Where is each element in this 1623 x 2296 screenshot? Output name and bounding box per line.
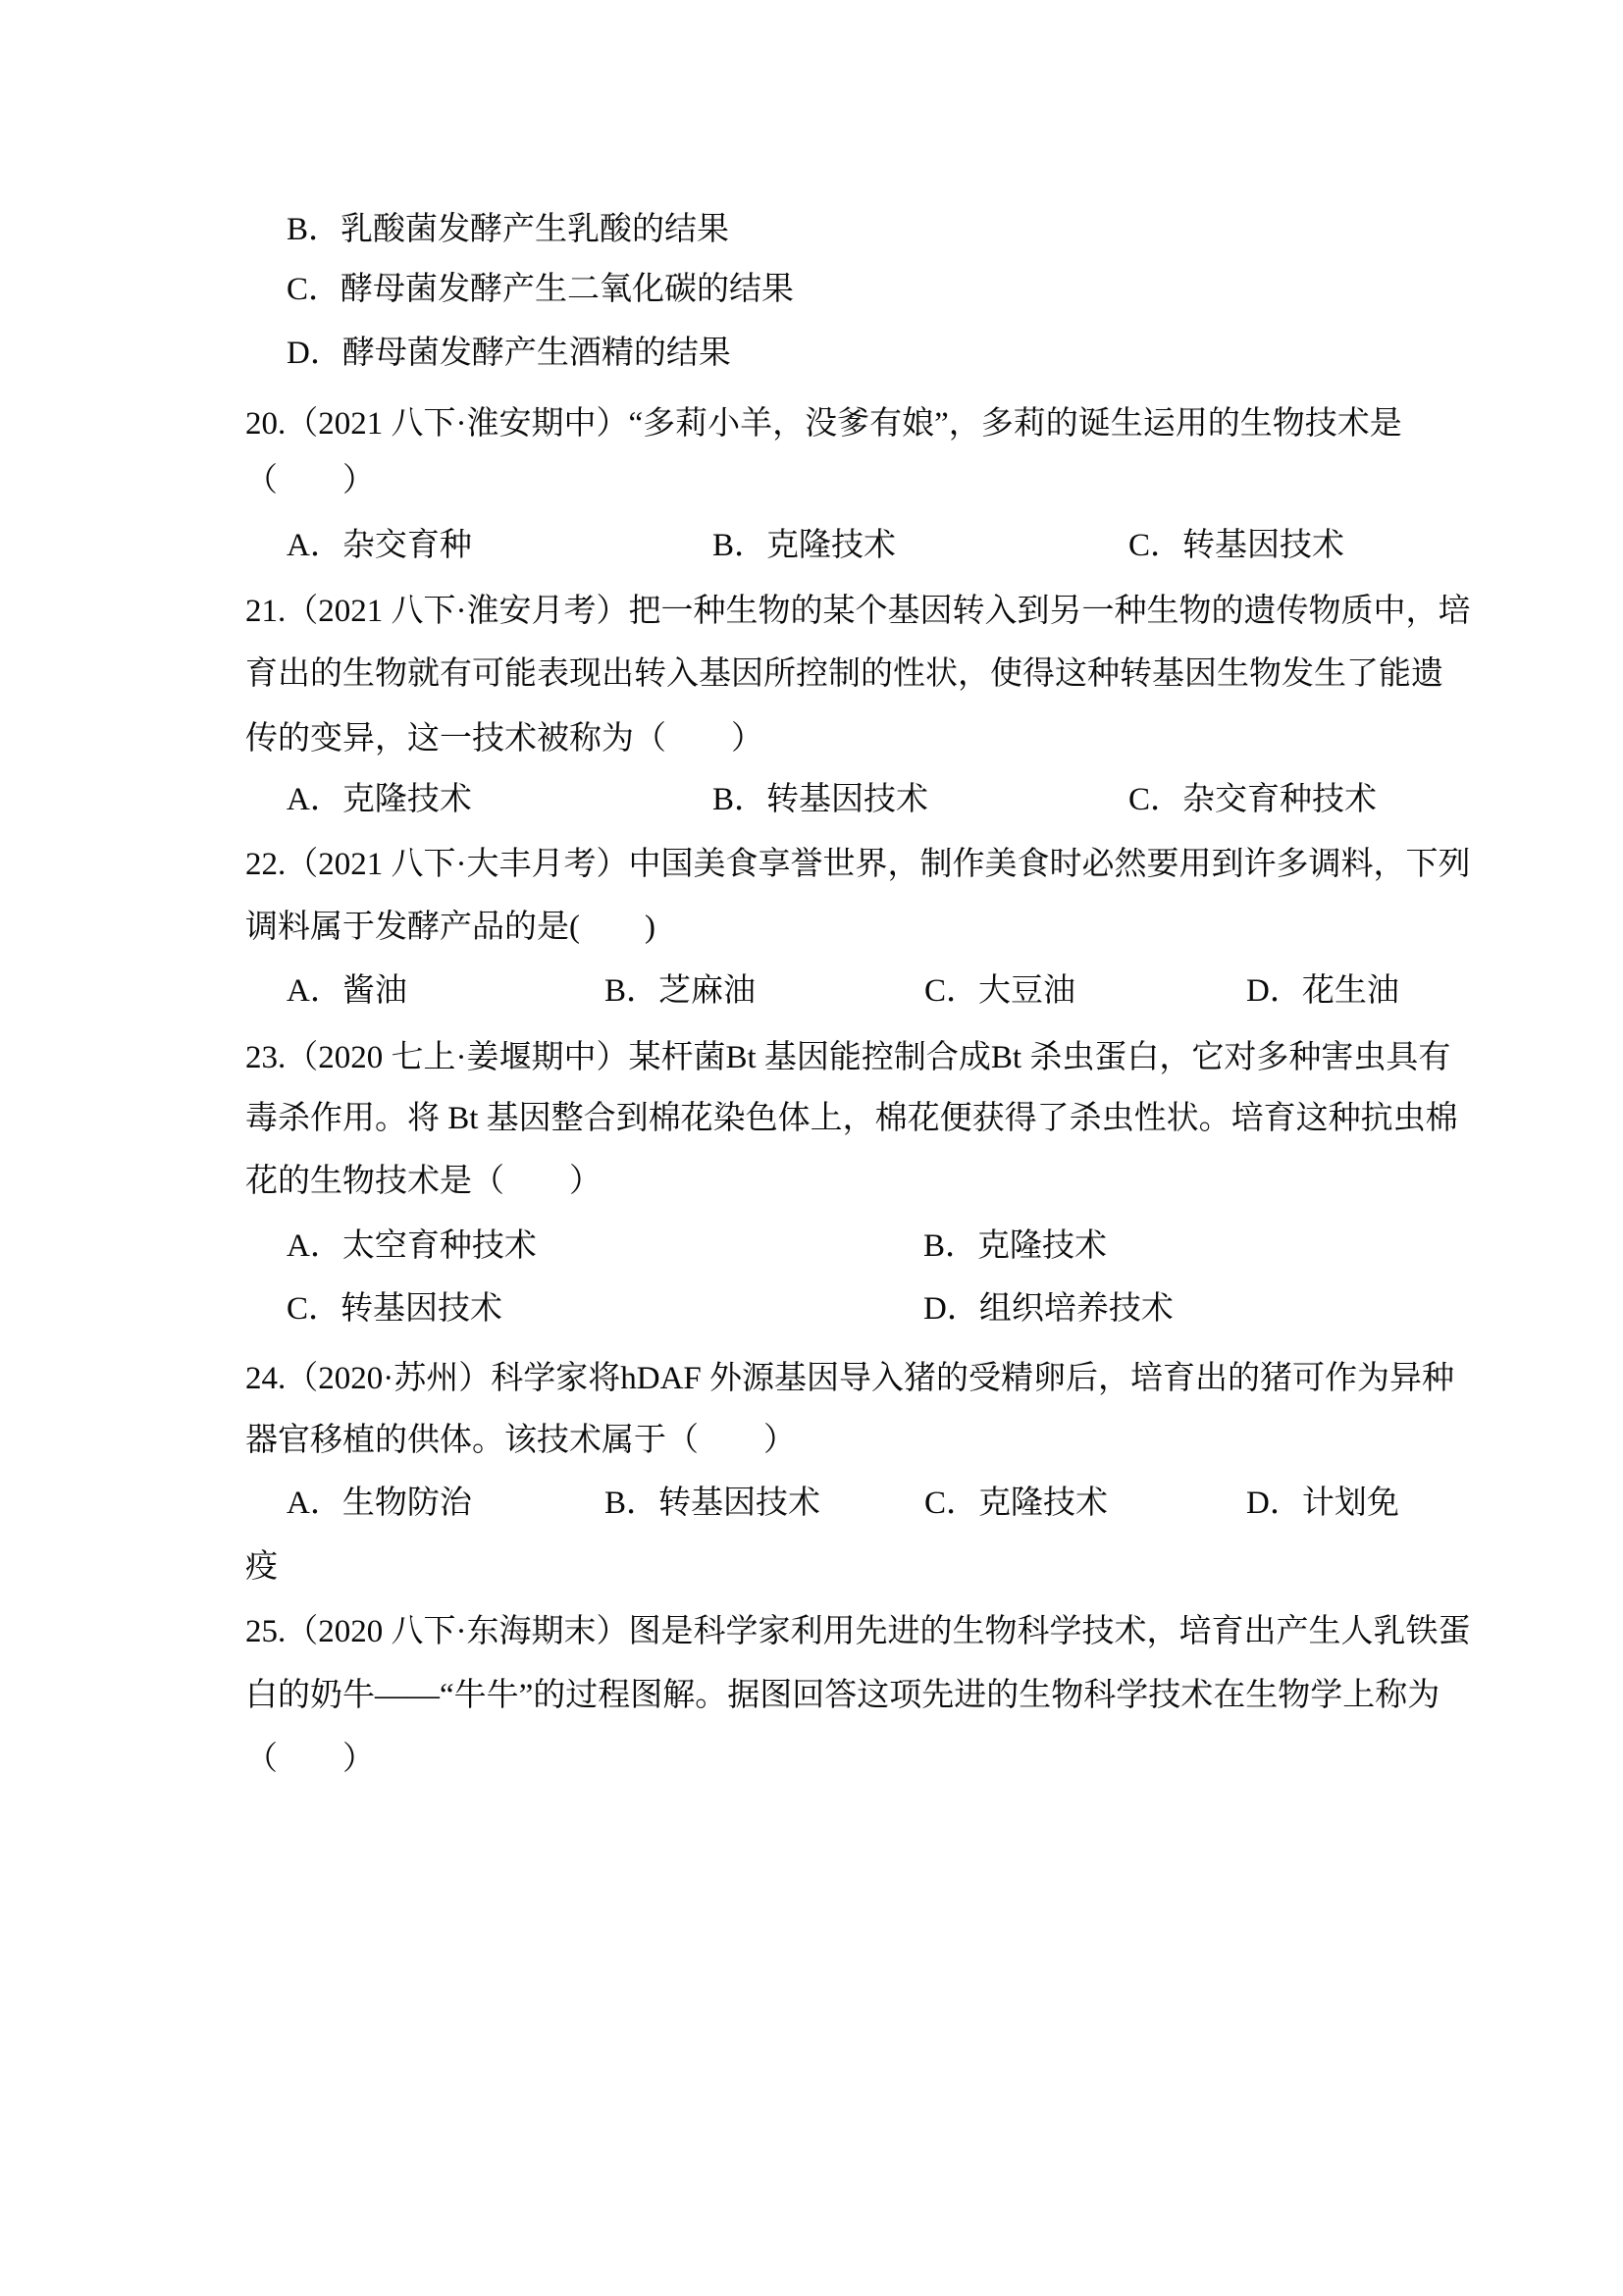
question-23-option-b: B．克隆技术 (923, 1228, 1108, 1264)
question-20-option-a: A．杂交育种 (287, 528, 472, 563)
question-23-stem-line-2: 毒杀作用。将 Bt 基因整合到棉花染色体上，棉花便获得了杀虫性状。培育这种抗虫棉 (245, 1101, 1458, 1136)
question-24-option-d-wrap: 疫 (245, 1549, 278, 1585)
question-23-stem-line-3: 花的生物技术是（ ） (245, 1164, 602, 1199)
question-22-option-d: D．花生油 (1246, 973, 1399, 1009)
question-22-option-b: B．芝麻油 (604, 973, 757, 1009)
question-21-option-c: C．杂交育种技术 (1128, 782, 1378, 817)
question-20-stem-line-1: 20.（2021 八下·淮安期中）“多莉小羊，没爹有娘”，多莉的诞生运用的生物技术是 (245, 406, 1402, 442)
question-24-stem-line-1: 24.（2020·苏州）科学家将hDAF 外源基因导入猪的受精卵后，培育出的猪可作为异种 (245, 1361, 1455, 1396)
question-25-stem-line-2: 白的奶牛——“牛牛”的过程图解。据图回答这项先进的生物科学技术在生物学上称为 (245, 1678, 1440, 1713)
question-21-stem-line-2: 育出的生物就有可能表现出转入基因所控制的性状，使得这种转基因生物发生了能遗 (245, 656, 1443, 692)
question-20-option-b: B．克隆技术 (712, 528, 897, 563)
question-21-option-b: B．转基因技术 (712, 782, 929, 817)
question-20-answer-blank: （ ） (245, 463, 375, 498)
question-23-stem-line-1: 23.（2020 七上·姜堰期中）某杆菌Bt 基因能控制合成Bt 杀虫蛋白，它对多种害虫具有 (245, 1040, 1451, 1075)
question-22-option-a: A．酱油 (287, 973, 407, 1009)
question-25-answer-blank: （ ） (245, 1742, 375, 1777)
question-21-stem-line-1: 21.（2021 八下·淮安月考）把一种生物的某个基因转入到另一种生物的遗传物质中，培 (245, 594, 1471, 629)
question-25-stem-line-1: 25.（2020 八下·东海期末）图是科学家利用先进的生物科学技术，培育出产生人乳铁蛋 (245, 1614, 1471, 1649)
previous-question-option-b: B．乳酸菌发酵产生乳酸的结果 (287, 212, 730, 247)
question-23-option-d: D．组织培养技术 (923, 1291, 1174, 1327)
question-24-option-c: C．克隆技术 (924, 1486, 1109, 1521)
question-24-option-d: D．计划免 (1246, 1486, 1399, 1521)
question-21-option-a: A．克隆技术 (287, 782, 472, 817)
question-24-option-b: B．转基因技术 (604, 1486, 821, 1521)
previous-question-option-c: C．酵母菌发酵产生二氧化碳的结果 (287, 272, 795, 307)
question-22-stem-line-1: 22.（2021 八下·大丰月考）中国美食享誉世界，制作美食时必然要用到许多调料，下列 (245, 847, 1471, 882)
question-23-option-c: C．转基因技术 (287, 1291, 503, 1327)
question-23-option-a: A．太空育种技术 (287, 1228, 537, 1264)
question-22-option-c: C．大豆油 (924, 973, 1076, 1009)
question-20-option-c: C．转基因技术 (1128, 528, 1345, 563)
question-21-stem-line-3: 传的变异，这一技术被称为（ ） (245, 721, 763, 757)
question-24-option-a: A．生物防治 (287, 1486, 472, 1521)
question-24-stem-line-2: 器官移植的供体。该技术属于（ ） (245, 1423, 796, 1458)
question-22-stem-line-2: 调料属于发酵产品的是( ) (245, 910, 655, 945)
previous-question-option-d: D．酵母菌发酵产生酒精的结果 (287, 336, 731, 371)
